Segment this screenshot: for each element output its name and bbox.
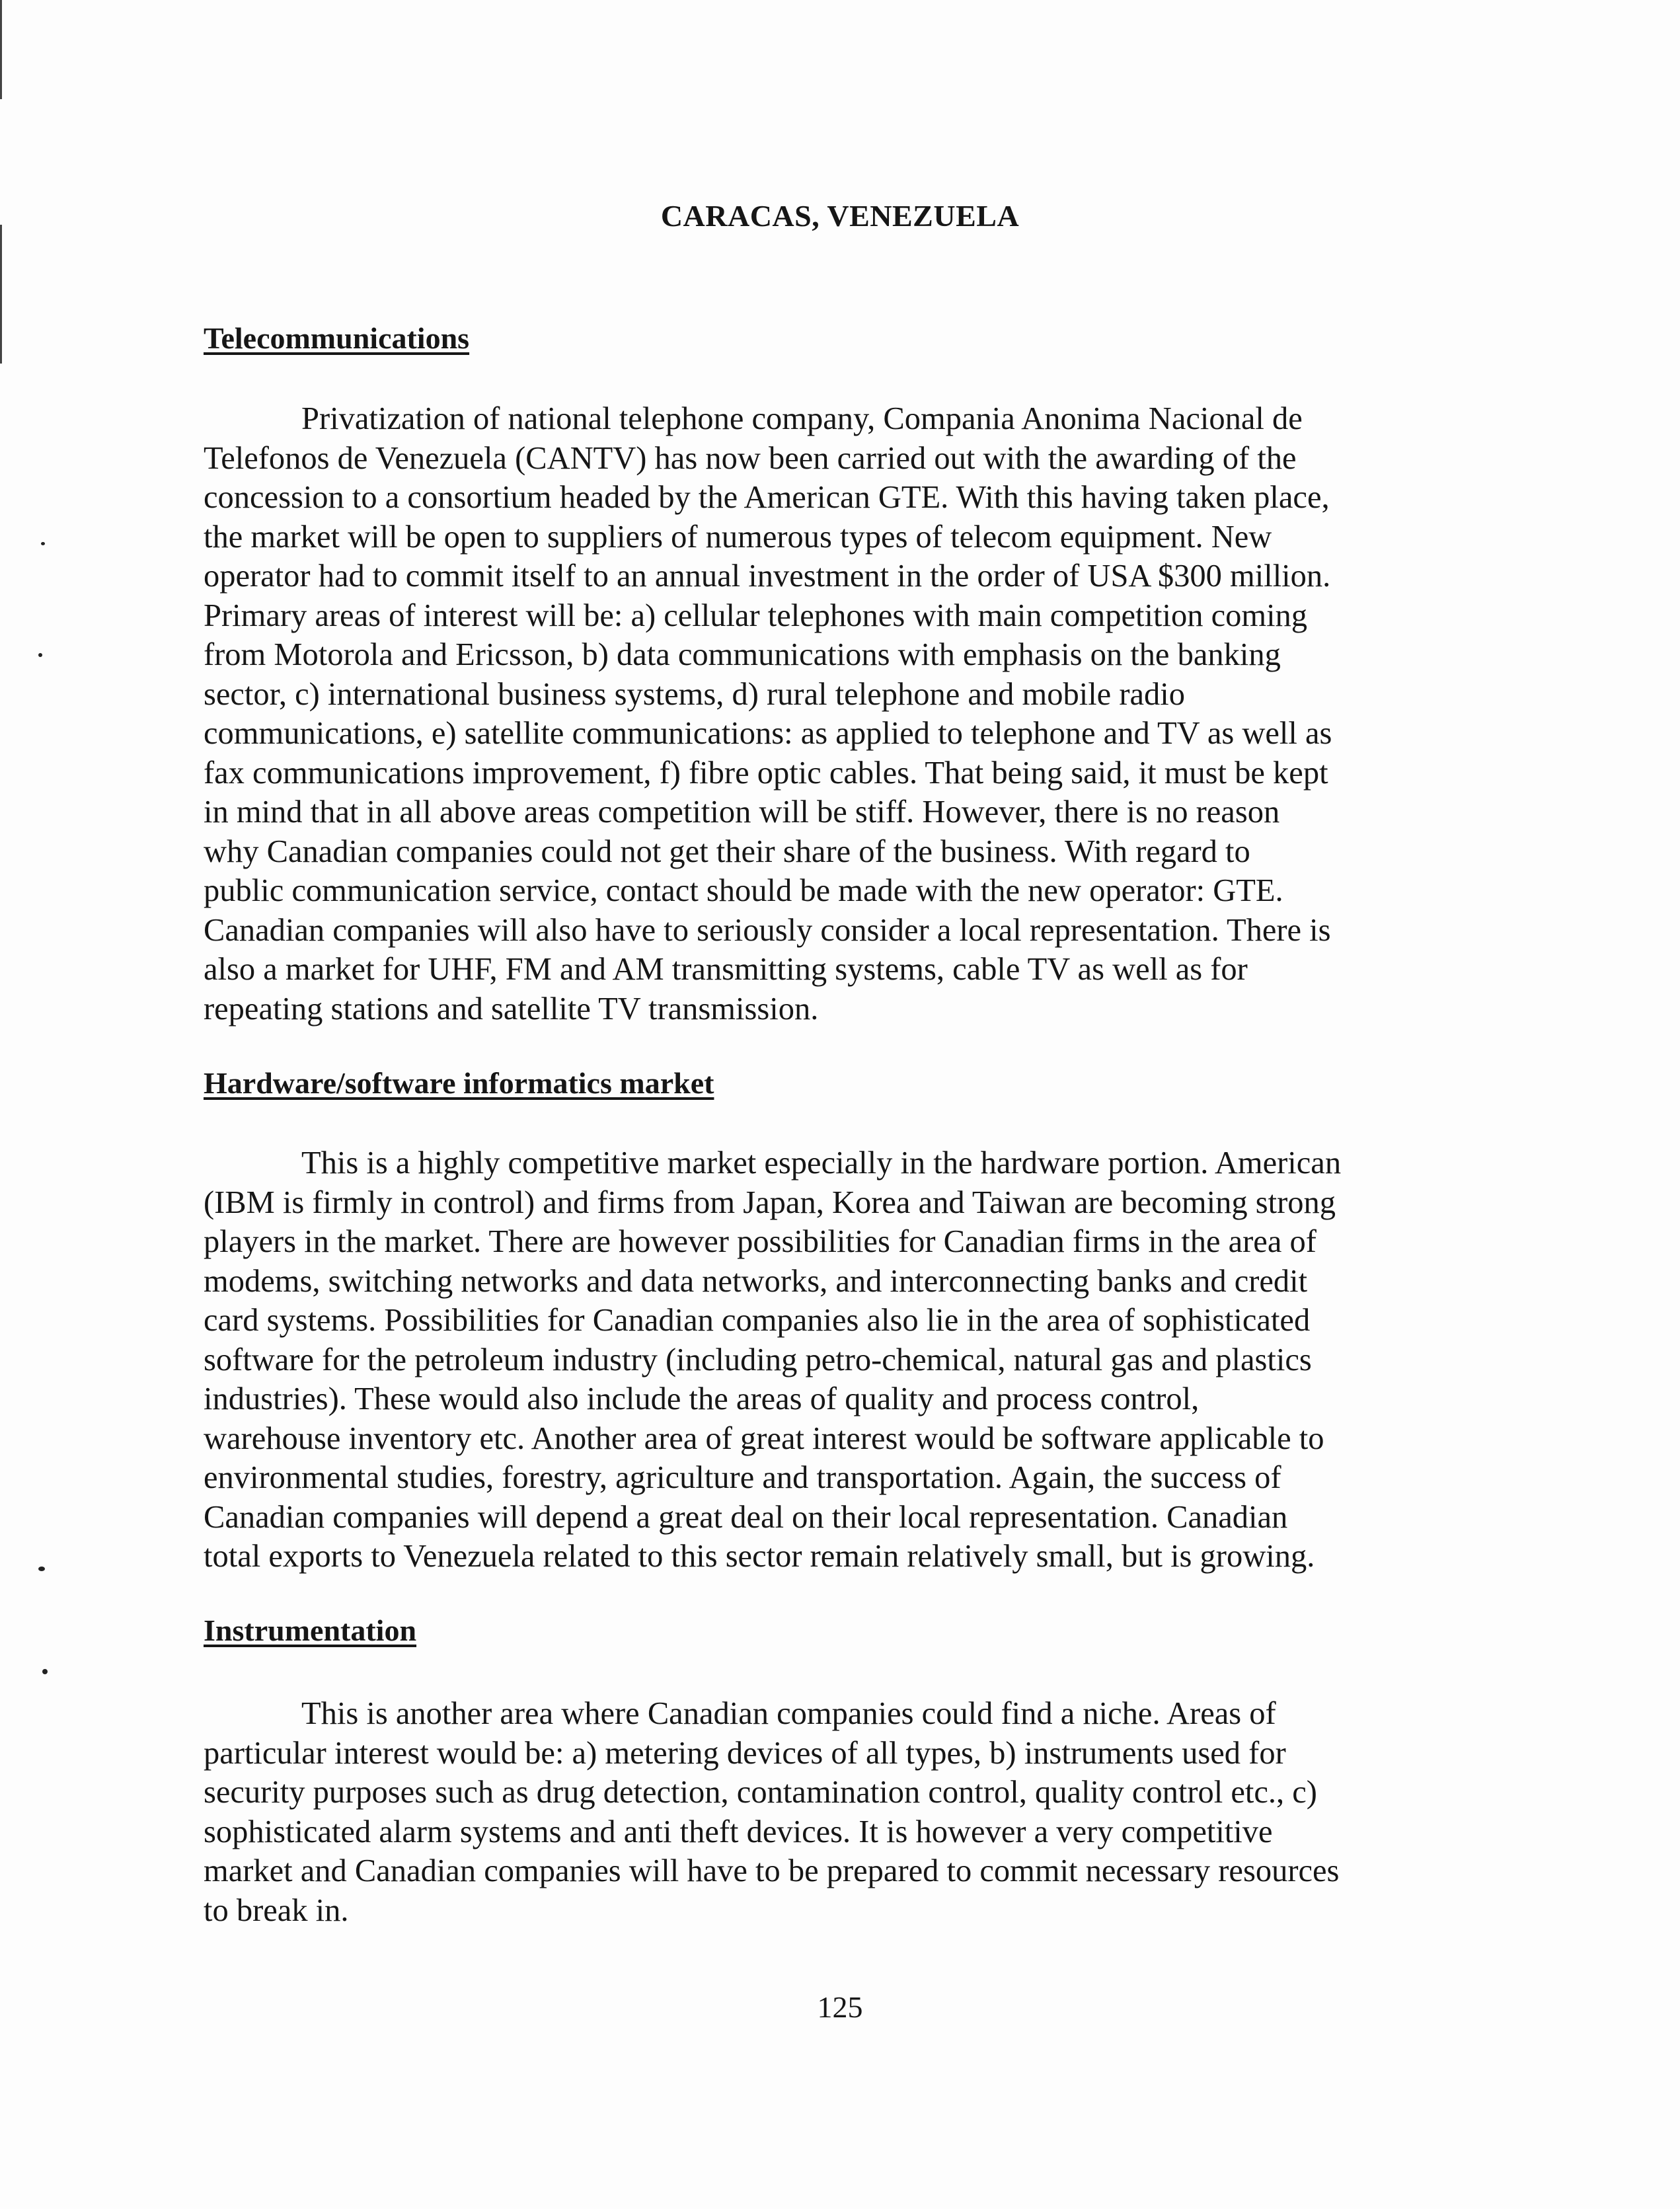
text-line: concession to a consortium headed by the American GTE. With this having taken place, [204, 480, 1330, 515]
text-line: environmental studies, forestry, agriculture and transportation. Again, the success of [204, 1460, 1281, 1495]
section-heading-hardware-software: Hardware/software informatics market [204, 1066, 714, 1100]
section-body-instrumentation [204, 1694, 1499, 1930]
scan-margin-line [0, 0, 2, 99]
text-line: total exports to Venezuela related to this sector remain relatively small, but is growing. [204, 1539, 1315, 1574]
text-line: industries). These would also include the areas of quality and process control, [204, 1381, 1200, 1416]
text-line: This is a highly competitive market especially in the hardware portion. American [301, 1145, 1342, 1181]
text-line: to break in. [204, 1892, 349, 1928]
scan-speck [38, 653, 42, 657]
text-line: also a market for UHF, FM and AM transmitting systems, cable TV as well as for [204, 952, 1248, 987]
section-body-hardware-software [204, 1143, 1499, 1576]
text-line: particular interest would be: a) metering devices of all types, b) instruments used for [204, 1735, 1286, 1771]
text-line: market and Canadian companies will have to be prepared to commit necessary resources [204, 1853, 1340, 1888]
text-line: communications, e) satellite communications: as applied to telephone and TV as well as [204, 716, 1332, 751]
text-line: Canadian companies will also have to seriously consider a local representation. There is [204, 912, 1331, 948]
text-line: card systems. Possibilities for Canadian companies also lie in the area of sophisticated [204, 1303, 1311, 1338]
text-line: operator had to commit itself to an annual investment in the order of USA $300 million. [204, 559, 1331, 594]
text-line: modems, switching networks and data networks, and interconnecting banks and credit [204, 1263, 1308, 1299]
text-line: (IBM is firmly in control) and firms from Japan, Korea and Taiwan are becoming strong [204, 1184, 1336, 1220]
text-line: Primary areas of interest will be: a) cellular telephones with main competition coming [204, 598, 1308, 633]
scan-speck [38, 1567, 45, 1571]
scan-speck [42, 1669, 48, 1674]
text-line: the market will be open to suppliers of numerous types of telecom equipment. New [204, 519, 1272, 555]
text-line: repeating stations and satellite TV transmission. [204, 991, 819, 1027]
text-line: fax communications improvement, f) fibre optic cables. That being said, it must be kept [204, 755, 1328, 791]
text-line: security purposes such as drug detection, contamination control, quality control etc., c) [204, 1775, 1317, 1810]
scan-margin-line [0, 225, 2, 364]
text-line: players in the market. There are however possibilities for Canadian firms in the area of [204, 1224, 1317, 1259]
scan-speck [41, 542, 45, 545]
section-body-telecommunications [204, 399, 1499, 1028]
text-line: sector, c) international business systems, d) rural telephone and mobile radio [204, 676, 1185, 712]
text-line: from Motorola and Ericsson, b) data communications with emphasis on the banking [204, 637, 1281, 672]
text-line: why Canadian companies could not get their share of the business. With regard to [204, 833, 1250, 869]
text-line: software for the petroleum industry (including petro-chemical, natural gas and plastics [204, 1342, 1312, 1377]
text-line: Privatization of national telephone company, Compania Anonima Nacional de [301, 401, 1303, 436]
text-line: in mind that in all above areas competition will be stiff. However, there is no reason [204, 794, 1280, 830]
text-line: This is another area where Canadian companies could find a niche. Areas of [301, 1696, 1276, 1731]
text-line: warehouse inventory etc. Another area of great interest would be software applicable to [204, 1420, 1324, 1456]
text-line: sophisticated alarm systems and anti theft devices. It is however a very competitive [204, 1814, 1273, 1849]
text-line: Canadian companies will depend a great deal on their local representation. Canadian [204, 1499, 1288, 1535]
page-number: 125 [817, 1990, 863, 2024]
section-heading-telecommunications: Telecommunications [204, 321, 470, 355]
section-heading-instrumentation: Instrumentation [204, 1613, 417, 1647]
page-title: CARACAS, VENEZUELA [660, 199, 1020, 233]
text-line: public communication service, contact should be made with the new operator: GTE. [204, 873, 1283, 908]
text-line: Telefonos de Venezuela (CANTV) has now been carried out with the awarding of the [204, 440, 1297, 476]
